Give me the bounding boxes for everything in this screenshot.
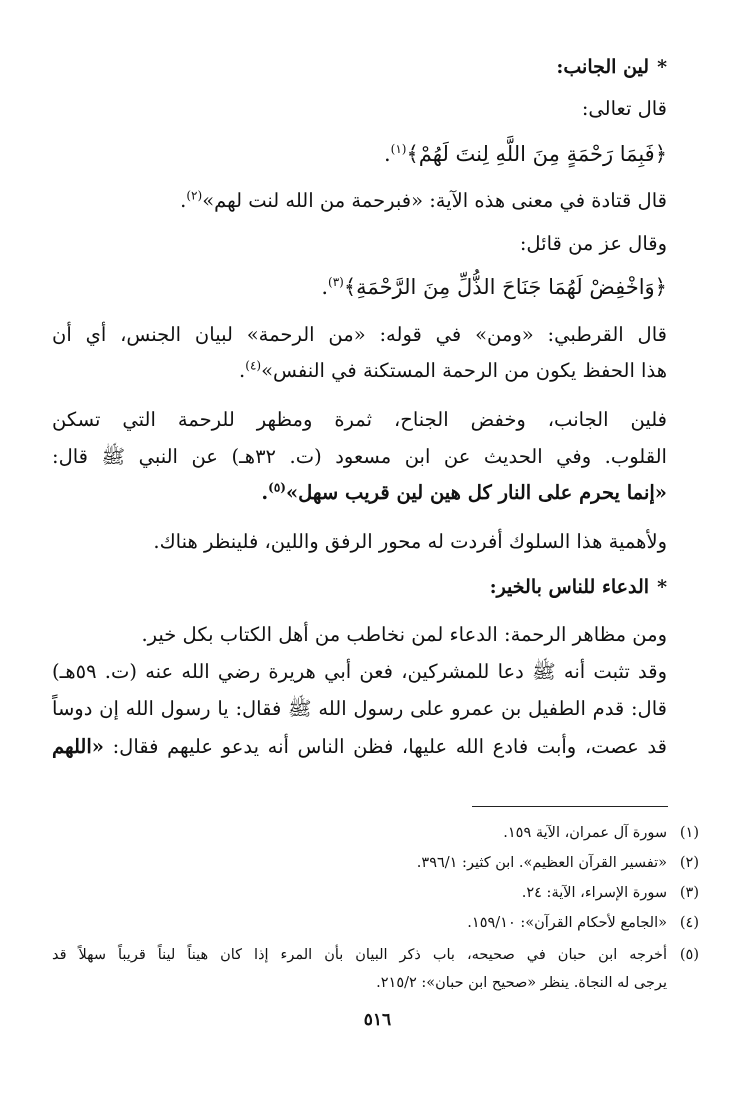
paragraph-line-2: القلوب. وفي الحديث عن ابن مسعود (ت. ٣٢هـ) عن النبي ﷺ قال: — [52, 445, 667, 468]
punct: . — [383, 142, 391, 166]
footnote-number: (٥) — [679, 947, 699, 963]
footnote-number: (١) — [679, 825, 699, 841]
footnote-text: سورة الإسراء، الآية: ٢٤. — [521, 885, 667, 901]
page-number: ٥١٦ — [363, 1010, 392, 1030]
footnote-number: (٤) — [679, 915, 699, 931]
footnote-number: (٢) — [679, 855, 699, 871]
paragraph-line: وقد تثبت أنه ﷺ دعا للمشركين، فعن أبي هريرة رضي الله عنه (ت. ٥٩هـ) — [52, 660, 667, 683]
footnote-ref: (٤) — [245, 358, 262, 373]
hadith-text: «إنما يحرم على النار كل هين لين قريب سهل» — [285, 481, 667, 504]
quran-verse-2 — [321, 272, 667, 302]
footnote-3 — [521, 880, 699, 906]
section-heading-supplication — [490, 572, 667, 602]
section-heading-gentleness — [556, 52, 667, 82]
paragraph-line-1: فلين الجانب، وخفض الجناح، ثمرة ومظهر للرحمة التي تسكن — [52, 408, 667, 431]
footnote-text: سورة آل عمران، الآية ١٥٩. — [503, 825, 667, 841]
qurtubi-text: هذا الحفظ يكون من الرحمة المستكنة في النفس» — [261, 359, 667, 382]
punct: . — [261, 481, 269, 504]
footnote-divider — [472, 806, 668, 807]
footnote-5 — [52, 942, 699, 968]
footnote-number: (٣) — [679, 885, 699, 901]
footnote-text: أخرجه ابن حبان في صحيحه، باب ذكر البيان بأن المرء إذا كان هيناً ليناً قريباً سهلاً قد — [52, 947, 667, 963]
paragraph-line: ومن مظاهر الرحمة: الدعاء لمن نخاطب من أهل الكتاب بكل خير. — [141, 623, 667, 646]
importance-line: ولأهمية هذا السلوك أفردت له محور الرفق واللين، فلينظر هناك. — [153, 530, 667, 553]
line-text: قد عصت، وأبت فادع الله عليها، فظن الناس أنه يدعو عليهم فقال: — [112, 735, 667, 758]
footnote-2 — [416, 850, 699, 876]
footnote-text: «تفسير القرآن العظيم». ابن كثير: ٣٩٦/١. — [416, 855, 667, 871]
paragraph-line: قال: قدم الطفيل بن عمرو على رسول الله ﷺ فقال: يا رسول الله إن دوساً — [52, 697, 667, 720]
text-line: قال تعالى: — [581, 97, 667, 120]
heading-text: لين الجانب: — [556, 56, 650, 78]
footnote-ref: (٥) — [268, 480, 286, 495]
footnote-5-continued: يرجى له النجاة. ينظر «صحيح ابن حبان»: ٢١٥/٢. — [376, 975, 667, 991]
paragraph-line — [52, 732, 667, 762]
footnote-text: «الجامع لأحكام القرآن»: ١٥٩/١٠. — [467, 915, 667, 931]
text-line: وقال عز من قائل: — [519, 232, 667, 255]
line-text-bold: «اللهم — [52, 735, 104, 758]
footnote-4 — [467, 910, 699, 936]
punct: . — [180, 189, 187, 212]
verse-text: ﴿وَاخْفِضْ لَهُمَا جَنَاحَ الذُّلِّ مِنَ الرَّحْمَةِ﴾ — [343, 275, 667, 299]
heading-text: الدعاء للناس بالخير: — [489, 576, 650, 598]
footnote-1 — [503, 820, 699, 846]
qurtubi-line-1: قال القرطبي: «ومن» في قوله: «من الرحمة» لبيان الجنس، أي أن — [52, 323, 667, 346]
quran-verse-1 — [384, 139, 667, 169]
footnote-ref: (٢) — [186, 188, 203, 203]
punct: . — [321, 275, 329, 299]
hadith-line — [261, 478, 667, 508]
punct: . — [239, 359, 246, 382]
qatada-text: قال قتادة في معنى هذه الآية: «فبرحمة من الله لنت لهم» — [202, 189, 667, 212]
qatada-quote — [180, 186, 667, 216]
footnote-ref: (٣) — [328, 275, 344, 289]
verse-text: ﴿فَبِمَا رَحْمَةٍ مِنَ اللَّهِ لِنتَ لَهُمْ﴾ — [406, 142, 667, 166]
qurtubi-line-2 — [239, 356, 667, 386]
star-bullet-icon: * — [657, 56, 667, 78]
footnote-ref: (١) — [390, 142, 407, 156]
star-bullet-icon: * — [657, 576, 667, 598]
